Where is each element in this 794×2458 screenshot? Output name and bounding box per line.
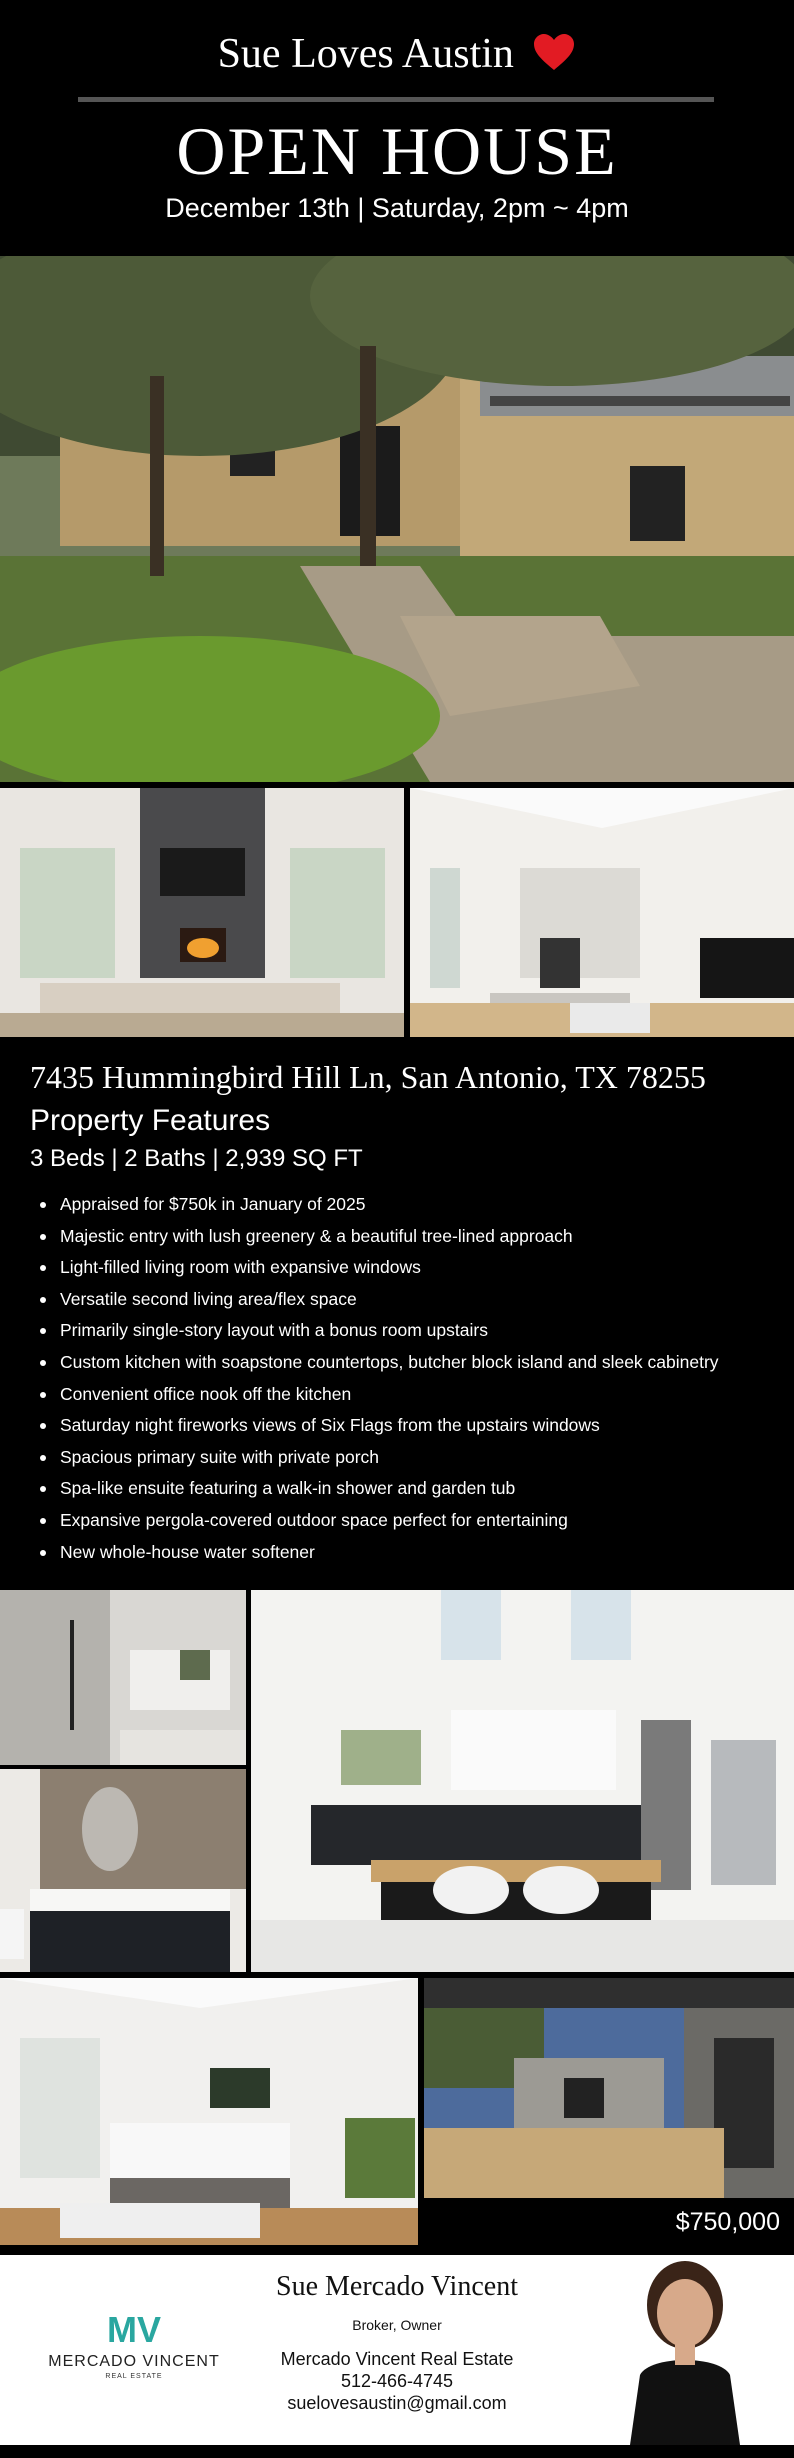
feature-item: Majestic entry with lush greenery & a beautiful tree-lined approach [30,1221,764,1253]
feature-item: Light-filled living room with expansive windows [30,1252,764,1284]
feature-item: Appraised for $750k in January of 2025 [30,1189,764,1221]
open-house-date: December 13th | Saturday, 2pm ~ 4pm [165,193,629,223]
agent-company: Mercado Vincent Real Estate [280,2349,514,2369]
feature-item: Convenient office nook off the kitchen [30,1379,764,1411]
svg-text:MV: MV [107,2310,161,2346]
agent-info [230,2271,564,2414]
feature-item: Custom kitchen with soapstone countertops, butcher block island and sleek cabinetry [30,1347,764,1379]
feature-item: Saturday night fireworks views of Six Flags from the upstairs windows [30,1410,764,1442]
agent-footer [0,2255,794,2445]
logo-subtitle: REAL ESTATE [105,2373,163,2380]
logo-name: MERCADO VINCENT [48,2353,220,2370]
vanity-photo [0,1769,246,1972]
agent-role: Broker, Owner [352,2317,442,2333]
bottom-bar [0,2445,794,2458]
living-room-fireplace-photo [0,788,404,1037]
property-stats: 3 Beds | 2 Baths | 2,939 SQ FT [30,1145,363,1172]
feature-item: Spa-like ensuite featuring a walk-in shower and garden tub [30,1473,764,1505]
feature-item: Expansive pergola-covered outdoor space perfect for entertaining [30,1505,764,1537]
mv-logo-icon [104,2310,164,2346]
pergola-patio-photo [424,1978,794,2198]
agent-phone[interactable]: 512-466-4745 [340,2371,454,2391]
feature-item: Primarily single-story layout with a bonus room upstairs [30,1315,764,1347]
agent-name: Sue Mercado Vincent [276,2271,518,2302]
feature-item: New whole-house water softener [30,1537,764,1569]
second-living-area-photo [410,788,794,1037]
exterior-photo [0,256,794,782]
feature-list [30,1189,764,1568]
listing-price: $750,000 [675,2208,780,2236]
brand-title [0,30,794,83]
feature-item: Spacious primary suite with private porch [30,1442,764,1474]
agent-portrait [590,2255,780,2445]
header-divider [78,97,714,102]
property-address: 7435 Hummingbird Hill Ln, San Antonio, TX 78255 [30,1059,706,1095]
primary-bedroom-photo [0,1978,418,2245]
open-house-title: OPEN HOUSE [176,113,618,189]
header [0,0,794,256]
property-features-heading: Property Features [30,1104,271,1137]
kitchen-photo [251,1590,794,1972]
company-logo [44,2310,224,2380]
feature-item: Versatile second living area/flex space [30,1284,764,1316]
property-details [0,1037,794,1587]
brand-text: Sue Loves Austin [217,31,514,77]
heart-icon [532,32,576,83]
ensuite-shower-photo [0,1590,246,1765]
agent-email[interactable]: suelovesaustin@gmail.com [287,2393,507,2413]
